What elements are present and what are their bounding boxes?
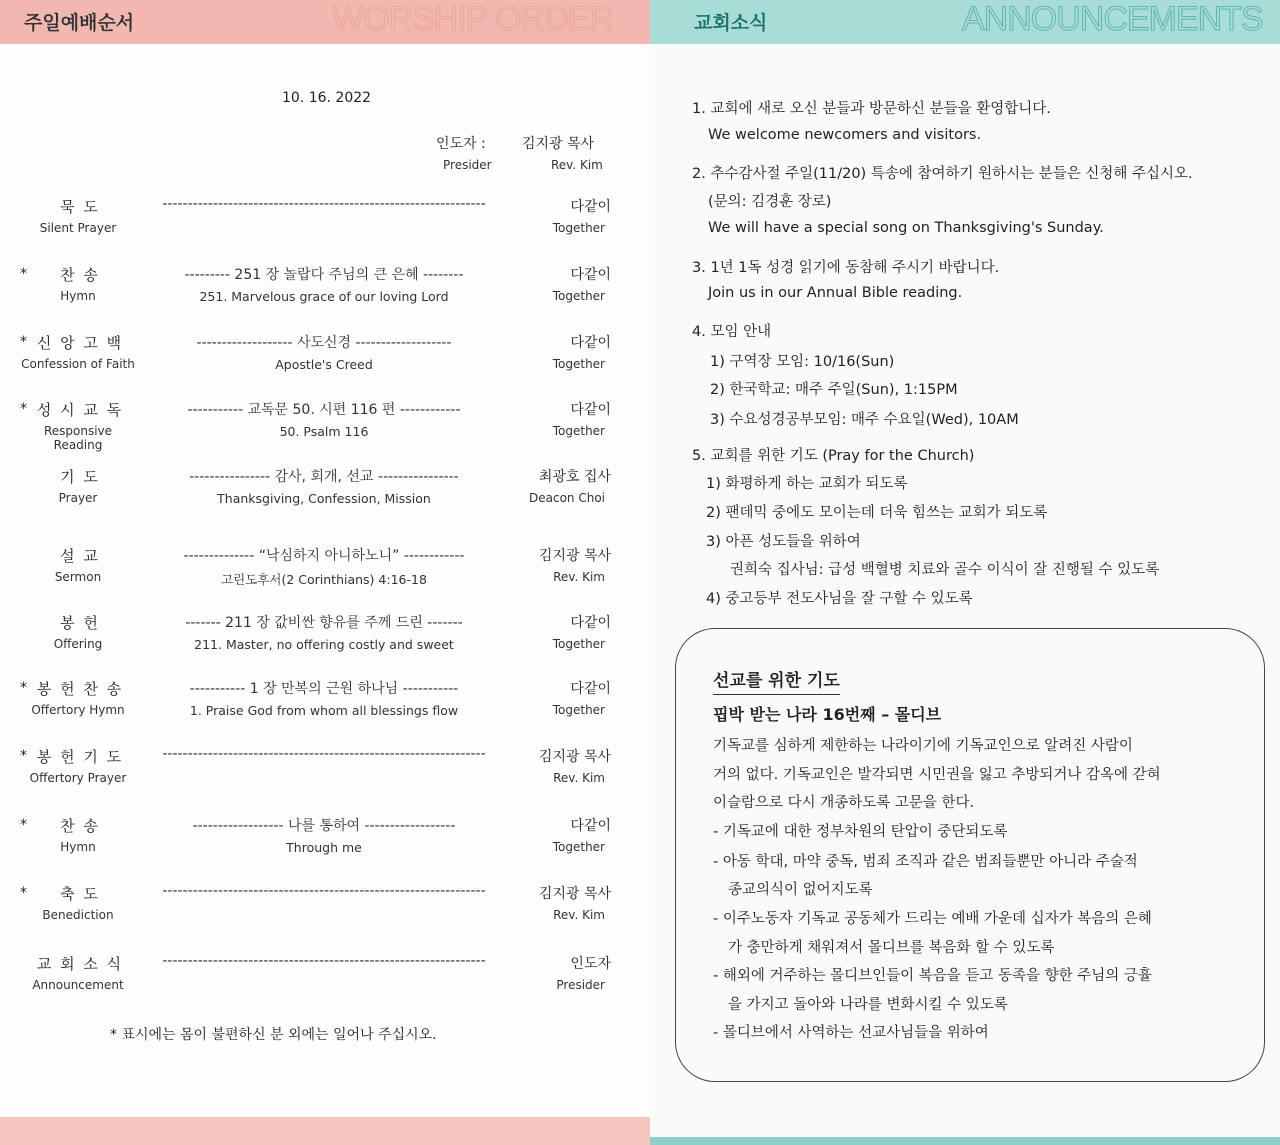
announcement-line: 5. 교회를 위한 기도 (Pray for the Church): [692, 448, 975, 464]
announcement-line: We will have a special song on Thanksgiving's Sunday.: [708, 220, 1104, 236]
order-item: [0, 545, 650, 595]
presider-label-english: Presider: [443, 158, 492, 172]
mission-prayer-line: - 기독교에 대한 정부차원의 탄압이 중단되도록: [713, 824, 1008, 840]
announcement-line: Join us in our Annual Bible reading.: [708, 285, 963, 301]
announcement-line: 3) 아픈 성도들을 위하여: [706, 534, 861, 550]
announcement-line: 1) 구역장 모임: 10/16(Sun): [710, 354, 895, 370]
order-title-english: Hymn: [60, 289, 96, 303]
announcement-line: 1. 교회에 새로 오신 분들과 방문하신 분들을 환영합니다.: [692, 101, 1051, 117]
mission-prayer-line: 종교의식이 없어지도록: [728, 882, 873, 898]
order-title-korean: 봉 헌 찬 송: [36, 680, 124, 698]
order-title-english: Prayer: [58, 491, 98, 505]
order-person-english: Together: [552, 840, 605, 854]
order-person-korean: 다같이: [570, 267, 611, 283]
order-item: [0, 466, 650, 516]
order-detail-korean: ---------------- 감사, 회개, 선교 ----------------: [189, 469, 459, 485]
order-person-korean: 최광호 집사: [538, 469, 611, 485]
order-title-english: Sermon: [54, 570, 102, 584]
order-person-english: Together: [552, 221, 605, 235]
order-title-english: Offering: [53, 637, 103, 651]
order-person-korean: 김지광 목사: [538, 548, 611, 564]
order-detail-korean: ----------------------------------------------------------------: [162, 953, 486, 969]
order-title-english: Responsive Reading: [43, 424, 113, 452]
order-item: [0, 678, 650, 728]
presider-name-korean: 김지광 목사: [522, 136, 595, 152]
order-detail-korean: ------------------ 나를 통하여 ------------------: [192, 818, 456, 834]
order-detail-english: Through me: [286, 840, 362, 855]
order-person-english: Rev. Kim: [553, 908, 605, 922]
order-title-english: Silent Prayer: [39, 221, 117, 235]
order-person-english: Together: [552, 703, 605, 717]
announcement-line: 4. 모임 안내: [692, 324, 772, 340]
order-person-korean: 인도자: [570, 956, 611, 972]
order-detail-korean: ----------------------------------------------------------------: [162, 196, 486, 212]
order-person-korean: 다같이: [570, 615, 611, 631]
order-item: [0, 264, 650, 314]
order-person-korean: 김지광 목사: [538, 749, 611, 765]
worship-footer-band: [0, 1117, 650, 1145]
mission-prayer-line: 을 가지고 돌아와 나라를 변화시킬 수 있도록: [728, 997, 1008, 1013]
order-detail-korean: ----------------------------------------------------------------: [162, 883, 486, 899]
announcement-line: 2) 팬데믹 중에도 모이는데 더욱 힘쓰는 교회가 되도록: [706, 505, 1048, 521]
order-title-korean: 교 회 소 식: [36, 955, 124, 973]
presider-label-korean: 인도자 :: [436, 136, 486, 152]
announcement-line: 2) 한국학교: 매주 주일(Sun), 1:15PM: [710, 382, 958, 398]
order-star-mark: *: [20, 817, 27, 833]
announcement-line: 권희숙 집사님: 급성 백혈병 치료와 골수 이식이 잘 진행될 수 있도록: [730, 562, 1160, 578]
order-title-korean: 축 도: [60, 885, 100, 903]
announcement-line: (문의: 김경훈 장로): [708, 194, 832, 210]
order-star-mark: *: [20, 748, 27, 764]
announcement-line: 3. 1년 1독 성경 읽기에 동참해 주시기 바랍니다.: [692, 260, 1000, 276]
announcements-header-korean: 교회소식: [694, 12, 768, 34]
announcements-header-english: ANNOUNCEMENTS: [962, 0, 1263, 38]
order-detail-korean: -------------- “낙심하지 아니하노니” ------------: [183, 548, 465, 564]
order-detail-english: Thanksgiving, Confession, Mission: [217, 491, 431, 506]
announcement-line: 3) 수요성경공부모임: 매주 수요일(Wed), 10AM: [710, 412, 1019, 428]
order-detail-korean: ------- 211 장 값비싼 향유를 주께 드린 -------: [185, 615, 463, 631]
order-person-english: Rev. Kim: [553, 771, 605, 785]
order-star-mark: *: [20, 680, 27, 696]
order-person-korean: 다같이: [570, 199, 611, 215]
mission-prayer-line: 가 충만하게 채워져서 몰디브를 복음화 할 수 있도록: [728, 940, 1055, 956]
announcement-line: 1) 화평하게 하는 교회가 되도록: [706, 476, 908, 492]
order-person-english: Together: [552, 357, 605, 371]
mission-prayer-line: - 해외에 거주하는 몰디브인들이 복음을 듣고 동족을 향한 주님의 긍휼: [713, 968, 1152, 984]
worship-header-english: WORSHIP ORDER: [332, 0, 614, 38]
order-title-korean: 성 시 교 독: [36, 401, 124, 419]
order-detail-english: 50. Psalm 116: [279, 424, 369, 439]
announcements-header: [650, 0, 1280, 44]
order-person-english: Together: [552, 424, 605, 438]
order-detail-english: 251. Marvelous grace of our loving Lord: [199, 289, 449, 304]
order-person-english: Together: [552, 289, 605, 303]
order-star-mark: *: [20, 401, 27, 417]
order-person-english: Presider: [556, 978, 605, 992]
order-person-english: Together: [552, 637, 605, 651]
order-person-korean: 김지광 목사: [538, 886, 611, 902]
order-star-mark: *: [20, 334, 27, 350]
announcement-line: We welcome newcomers and visitors.: [708, 127, 982, 143]
order-item: [0, 612, 650, 662]
mission-prayer-subtitle: 핍박 받는 나라 16번째 – 몰디브: [713, 705, 942, 724]
announcements-footer-band: [650, 1137, 1280, 1145]
order-item: [0, 953, 650, 1003]
order-item: [0, 815, 650, 865]
order-item: [0, 746, 650, 796]
order-title-english: Offertory Prayer: [29, 771, 127, 785]
worship-header: [0, 0, 650, 44]
order-title-korean: 묵 도: [60, 198, 100, 216]
order-title-english: Confession of Faith: [21, 357, 135, 371]
mission-prayer-line: - 이주노동자 기독교 공동체가 드리는 예배 가운데 십자가 복음의 은혜: [713, 911, 1152, 927]
order-person-english: Rev. Kim: [553, 570, 605, 584]
presider-name-english: Rev. Kim: [551, 158, 603, 172]
service-date: 10. 16. 2022: [282, 90, 372, 106]
order-item: [0, 883, 650, 933]
order-detail-korean: ------------------- 사도신경 -------------------: [196, 335, 452, 351]
order-title-korean: 설 교: [60, 547, 100, 565]
order-detail-korean: ----------- 1 장 만복의 근원 하나님 -----------: [189, 681, 459, 697]
order-title-english: Hymn: [60, 840, 96, 854]
order-title-english: Offertory Hymn: [31, 703, 125, 717]
order-title-korean: 봉 헌: [60, 614, 100, 632]
order-item: [0, 399, 650, 452]
order-title-korean: 찬 송: [60, 266, 100, 284]
order-person-english: Deacon Choi: [529, 491, 605, 505]
order-star-mark: *: [20, 885, 27, 901]
mission-prayer-line: - 몰디브에서 사역하는 선교사님들을 위하여: [713, 1025, 989, 1041]
order-detail-english: 1. Praise God from whom all blessings flow: [189, 703, 459, 718]
order-person-korean: 다같이: [570, 402, 611, 418]
order-person-korean: 다같이: [570, 335, 611, 351]
announcement-line: 4) 중고등부 전도사님을 잘 구할 수 있도록: [706, 591, 973, 607]
order-person-korean: 다같이: [570, 818, 611, 834]
order-star-mark: *: [20, 266, 27, 282]
order-title-korean: 봉 헌 기 도: [36, 748, 124, 766]
order-title-english: Announcement: [32, 978, 124, 992]
standing-note: * 표시에는 몸이 불편하신 분 외에는 일어나 주십시오.: [110, 1027, 437, 1043]
mission-prayer-title: 선교를 위한 기도: [713, 666, 840, 695]
order-person-korean: 다같이: [570, 681, 611, 697]
order-detail-korean: ----------------------------------------------------------------: [162, 746, 486, 762]
order-detail-english: 고린도후서(2 Corinthians) 4:16-18: [221, 572, 427, 587]
order-title-korean: 신 앙 고 백: [36, 334, 124, 352]
order-title-korean: 기 도: [60, 468, 100, 486]
order-detail-english: Apostle's Creed: [275, 357, 373, 372]
order-title-korean: 찬 송: [60, 817, 100, 835]
mission-prayer-line: 거의 없다. 기독교인은 발각되면 시민권을 잃고 추방되거나 감옥에 갇혀: [713, 767, 1161, 783]
order-detail-english: 211. Master, no offering costly and sweet: [194, 637, 454, 652]
order-detail-korean: ----------- 교독문 50. 시편 116 편 ------------: [187, 402, 461, 418]
announcement-line: 2. 추수감사절 주일(11/20) 특송에 참여하기 원하시는 분들은 신청해 주십시오.: [692, 166, 1193, 182]
worship-header-korean: 주일예배순서: [24, 12, 135, 34]
mission-prayer-line: 이슬람으로 다시 개종하도록 고문을 한다.: [713, 795, 975, 811]
mission-prayer-line: 기독교를 심하게 제한하는 나라이기에 기독교인으로 알려진 사람이: [713, 738, 1133, 754]
mission-prayer-line: - 아동 학대, 마약 중독, 범죄 조직과 같은 범죄들뿐만 아니라 주술적: [713, 854, 1138, 870]
order-item: [0, 196, 650, 246]
order-item: [0, 332, 650, 382]
order-detail-korean: --------- 251 장 놀랍다 주님의 큰 은혜 --------: [184, 267, 464, 283]
order-title-english: Benediction: [42, 908, 114, 922]
